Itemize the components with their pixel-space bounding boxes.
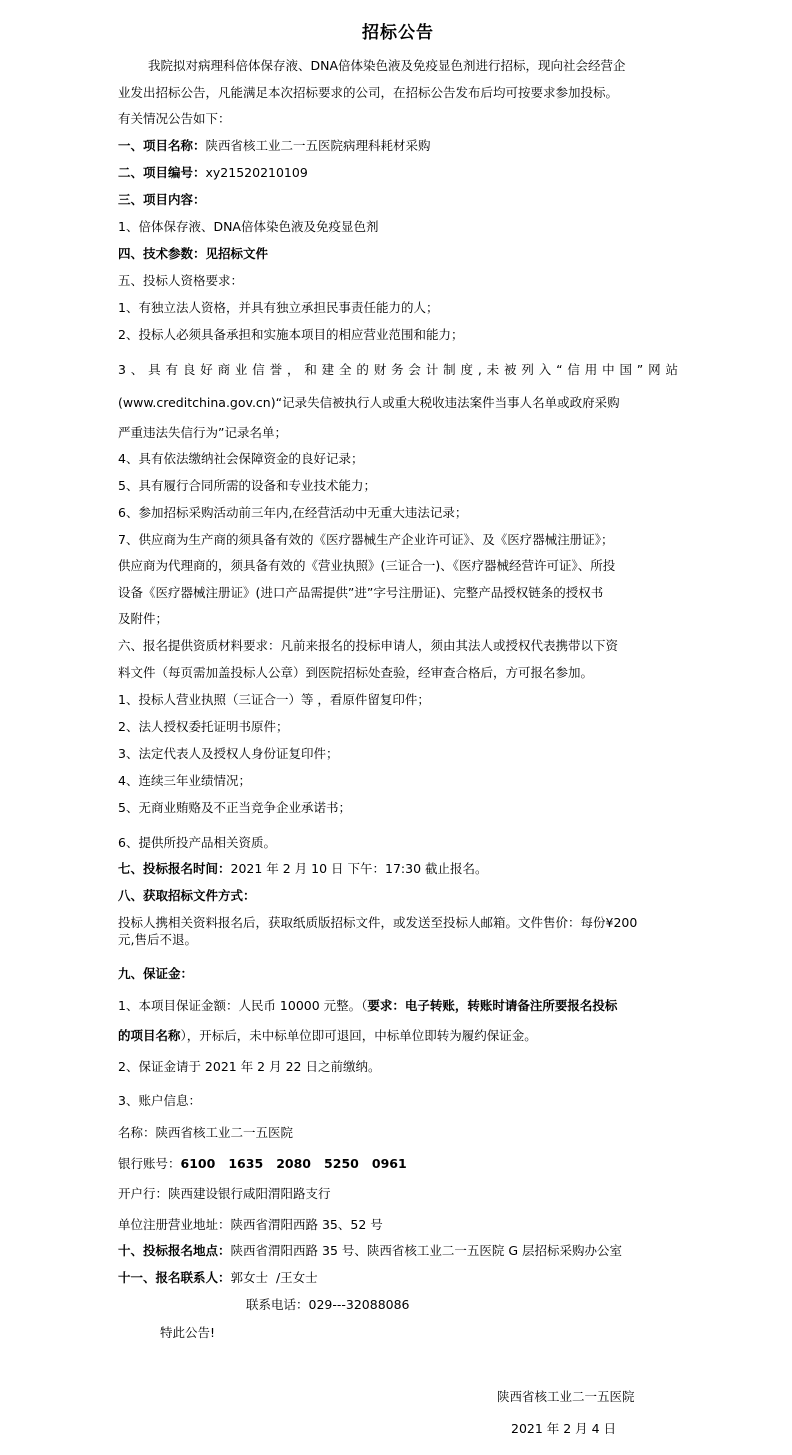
section-6-item: 5、无商业贿赂及不正当竞争企业承诺书； xyxy=(118,800,351,815)
section-6-line: 六、报名提供资质材料要求：凡前来报名的投标申请人，须由其法人或授权代表携带以下资 xyxy=(118,638,619,653)
project-name: 陕西省核工业二一五医院病理科耗材采购 xyxy=(205,138,431,153)
section-6-item: 4、连续三年业绩情况； xyxy=(118,773,251,788)
section-4-label: 四、技术参数：见招标文件 xyxy=(118,246,269,261)
deposit-item-1 xyxy=(118,997,617,1015)
project-number: xy21520210109 xyxy=(205,165,308,180)
deposit-requirement: 要求：电子转账，转账时请备注所要报名投标 xyxy=(367,998,618,1013)
page-title: 招标公告 xyxy=(362,23,434,43)
section-6-item: 2、法人授权委托证明书原件； xyxy=(118,719,289,734)
section-2-label: 二、项目编号： xyxy=(118,165,206,180)
section-3-label: 三、项目内容： xyxy=(118,192,206,207)
section-1 xyxy=(118,137,431,155)
section-7 xyxy=(118,860,488,878)
section-6-item: 6、提供所投产品相关资质。 xyxy=(118,835,276,850)
section-5-item-cont: 及附件； xyxy=(118,611,169,626)
registration-location: 陕西省渭阳西路 35 号、陕西省核工业二一五医院 G 层招标采购办公室 xyxy=(230,1243,623,1258)
deposit-amount: 1、本项目保证金额：人民币 10000 元整。（ xyxy=(118,998,368,1013)
account-name: 名称：陕西省核工业二一五医院 xyxy=(118,1125,294,1140)
account-number-value: 6100 1635 2080 5250 0961 xyxy=(180,1156,407,1171)
section-5-item-cont: 设备《医疗器械注册证》(进口产品需提供”进”字号注册证)、完整产品授权链条的授权书 xyxy=(118,585,604,600)
contact-phone: 联系电话：029---32088086 xyxy=(246,1297,410,1312)
section-8-line: 投标人携相关资料报名后，获取纸质版招标文件，或发送至投标人邮箱。文件售价：每份¥200 xyxy=(118,915,638,930)
section-5-item-cont: 供应商为代理商的，须具备有效的《营业执照》(三证合一)、《医疗器械经营许可证》、所投 xyxy=(118,558,616,573)
deposit-requirement-cont: 的项目名称 xyxy=(118,1028,181,1043)
section-5-item: 1、有独立法人资格，并具有独立承担民事责任能力的人； xyxy=(118,300,439,315)
section-3-item: 1、倍体保存液、DNA倍体染色液及免疫显色剂 xyxy=(118,219,379,234)
section-11-label: 十一、报名联系人： xyxy=(118,1270,231,1285)
account-number xyxy=(118,1155,407,1173)
deposit-item-3: 3、账户信息： xyxy=(118,1093,201,1108)
section-5-item: 3、具有良好商业信誉，和建全的财务会计制度,未被列入“信用中国”网站 xyxy=(118,362,678,377)
section-1-label: 一、项目名称： xyxy=(118,138,206,153)
section-9-label: 九、保证金： xyxy=(118,966,194,981)
signature-date: 2021 年 2 月 4 日 xyxy=(511,1421,617,1436)
closing-text: 特此公告! xyxy=(160,1325,216,1340)
section-5-item: 5、具有履行合同所需的设备和专业技术能力； xyxy=(118,478,376,493)
bank-name: 开户行：陕西建设银行咸阳渭阳路支行 xyxy=(118,1186,331,1201)
section-5-item: 4、具有依法缴纳社会保障资金的良好记录； xyxy=(118,451,364,466)
section-5-item: 2、投标人必须具备承担和实施本项目的相应营业范围和能力； xyxy=(118,327,464,342)
section-11 xyxy=(118,1269,318,1287)
section-5-item: 7、供应商为生产商的须具备有效的《医疗器械生产企业许可证》、及《医疗器械注册证》； xyxy=(118,532,614,547)
account-number-label: 银行账号： xyxy=(118,1156,181,1171)
intro-line-2: 业发出招标公告，凡能满足本次招标要求的公司，在招标公告发布后均可按要求参加投标。 xyxy=(118,85,619,100)
contact-persons: 郭女士 /王女士 xyxy=(230,1270,318,1285)
section-10-label: 十、投标报名地点： xyxy=(118,1243,231,1258)
registration-time: 2021 年 2 月 10 日 下午：17:30 截止报名。 xyxy=(230,861,488,876)
section-6-item: 1、投标人营业执照（三证合一）等 ，看原件留复印件； xyxy=(118,692,430,707)
section-6-line: 料文件（每页需加盖投标人公章）到医院招标处查验，经审查合格后，方可报名参加。 xyxy=(118,665,594,680)
deposit-item-2: 2、保证金请于 2021 年 2 月 22 日之前缴纳。 xyxy=(118,1059,381,1074)
section-8-line: 元,售后不退。 xyxy=(118,932,197,947)
section-5-item-cont: (www.creditchina.gov.cn)“记录失信被执行人或重大税收违法案件当事人名单或政府采购 xyxy=(118,395,620,410)
intro-line-1: 我院拟对病理科倍体保存液、DNA倍体染色液及免疫显色剂进行招标，现向社会经营企 xyxy=(148,58,626,73)
deposit-refund-note: ），开标后，未中标单位即可退回，中标单位即转为履约保证金。 xyxy=(180,1028,537,1043)
deposit-item-1-cont xyxy=(118,1027,537,1045)
section-2 xyxy=(118,164,308,182)
section-10 xyxy=(118,1242,622,1260)
intro-line-3: 有关情况公告如下： xyxy=(118,111,231,126)
signature-org: 陕西省核工业二一五医院 xyxy=(497,1389,635,1404)
section-6-item: 3、法定代表人及授权人身份证复印件； xyxy=(118,746,339,761)
section-5-item: 6、参加招标采购活动前三年内,在经营活动中无重大违法记录； xyxy=(118,505,468,520)
section-7-label: 七、投标报名时间： xyxy=(118,861,231,876)
registered-address: 单位注册营业地址：陕西省渭阳西路 35、52 号 xyxy=(118,1217,383,1232)
section-5-item-cont: 严重违法失信行为”记录名单； xyxy=(118,425,287,440)
section-8-label: 八、获取招标文件方式： xyxy=(118,888,256,903)
section-5-label: 五、投标人资格要求： xyxy=(118,273,244,288)
